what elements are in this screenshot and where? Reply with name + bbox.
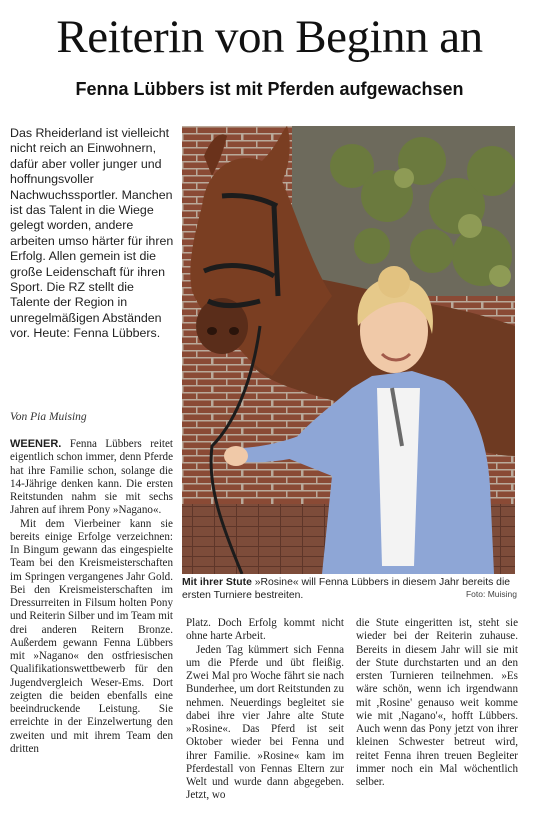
- byline: Von Pia Muising: [10, 411, 87, 423]
- intro-text: Das Rheiderland ist vielleicht nicht reich an Einwohnern, dafür aber voller junger und hoffnungsvoller Nachwuchssportler. Manchen ist das Talent in die Wiege gelegt worden, andere arbeiten umso härter für ihren Erfolg. Allen gemein ist die große Leidenschaft für ihren Sport. Die RZ stellt die Talente der Region in unregelmäßigen Abständen vor. Heute: Fenna Lübbers.: [10, 126, 174, 341]
- paragraph: Mit dem Vierbeiner kann sie bereits einige Erfolge verzeichnen: In Bingum gewann das eingespielte Team bei den Kreismeisterschaften im Springen vergangenes Jahr Gold. Bei den Kreismeisterschaften im Dressurreiten in Filsum holten Pony und Reiterin Silber und im Team mit drei anderen Reitern Bronze. Außerdem gewann Fenna Lübbers mit »Nagano« den ostfriesischen Qualifikationswettbewerb für den Jugendvergleich Weser-Ems. Dort zeigten die beiden ebenfalls eine beeindruckende Leistung. Sie erreichte in der Einzelwertung den zweiten und mit ihrem Team den dritten: [10, 517, 173, 755]
- caption-lead: Mit ihrer Stute: [182, 577, 252, 588]
- paragraph: die Stute eingeritten ist, steht sie wieder bei der Reiterin zuhause. Bereits in diesem Jahr will sie mit der Stute durchstarten und an den ersten Turnieren teilnehmen. »Es wäre schön, wenn ich irgendwann mit ,Rosine' genauso weit komme wie mit ,Nagano'«, hofft Lübbers. Auch wenn das Pony jetzt von ihrer kleinen Schwester betreut wird, reitet Fenna ihren treuen Begleiter immer noch ein Mal wöchentlich selber.: [356, 617, 518, 788]
- article-column-3: [356, 617, 518, 789]
- article-photo: [182, 126, 515, 574]
- subheadline: Fenna Lübbers ist mit Pferden aufgewachsen: [75, 79, 464, 99]
- article-column-1: [10, 438, 173, 756]
- paragraph: Platz. Doch Erfolg kommt nicht ohne harte Arbeit.: [186, 617, 344, 643]
- article-column-2: [186, 617, 344, 803]
- caption-text: »Rosine« will Fenna Lübbers in diesem Jahr bereits die ersten Turniere bestreiten.: [182, 577, 511, 601]
- paragraph: Jeden Tag kümmert sich Fenna um die Pferde und übt fleißig. Zwei Mal pro Woche fährt sie nach Bunderhee, um dort Reitstunden zu nehmen. Neuerdings begleitet sie dabei ihre vier Jahre alte Stute »Rosine«. Das Pferd ist seit Oktober wieder bei Fenna und ihrer Familie. »Rosine« kam im Pferdestall von Fennas Eltern zur Welt und wurde dann abgegeben. Jetzt, wo: [186, 643, 344, 802]
- dateline: WEENER.: [10, 438, 62, 450]
- photo-illustration: [182, 126, 515, 574]
- paragraph: [10, 438, 173, 518]
- photo-credit: Foto: Muising: [465, 589, 517, 599]
- headline: Reiterin von Beginn an: [56, 11, 483, 63]
- paragraph-text: Fenna Lübbers reitet eigentlich schon immer, denn Pferde hat ihre Familie schon, solange die 14-Jährige denken kann. Die ersten Reitstunden nahm sie mit sechs Jahren auf ihrem Pony »Nagano«.: [10, 438, 173, 517]
